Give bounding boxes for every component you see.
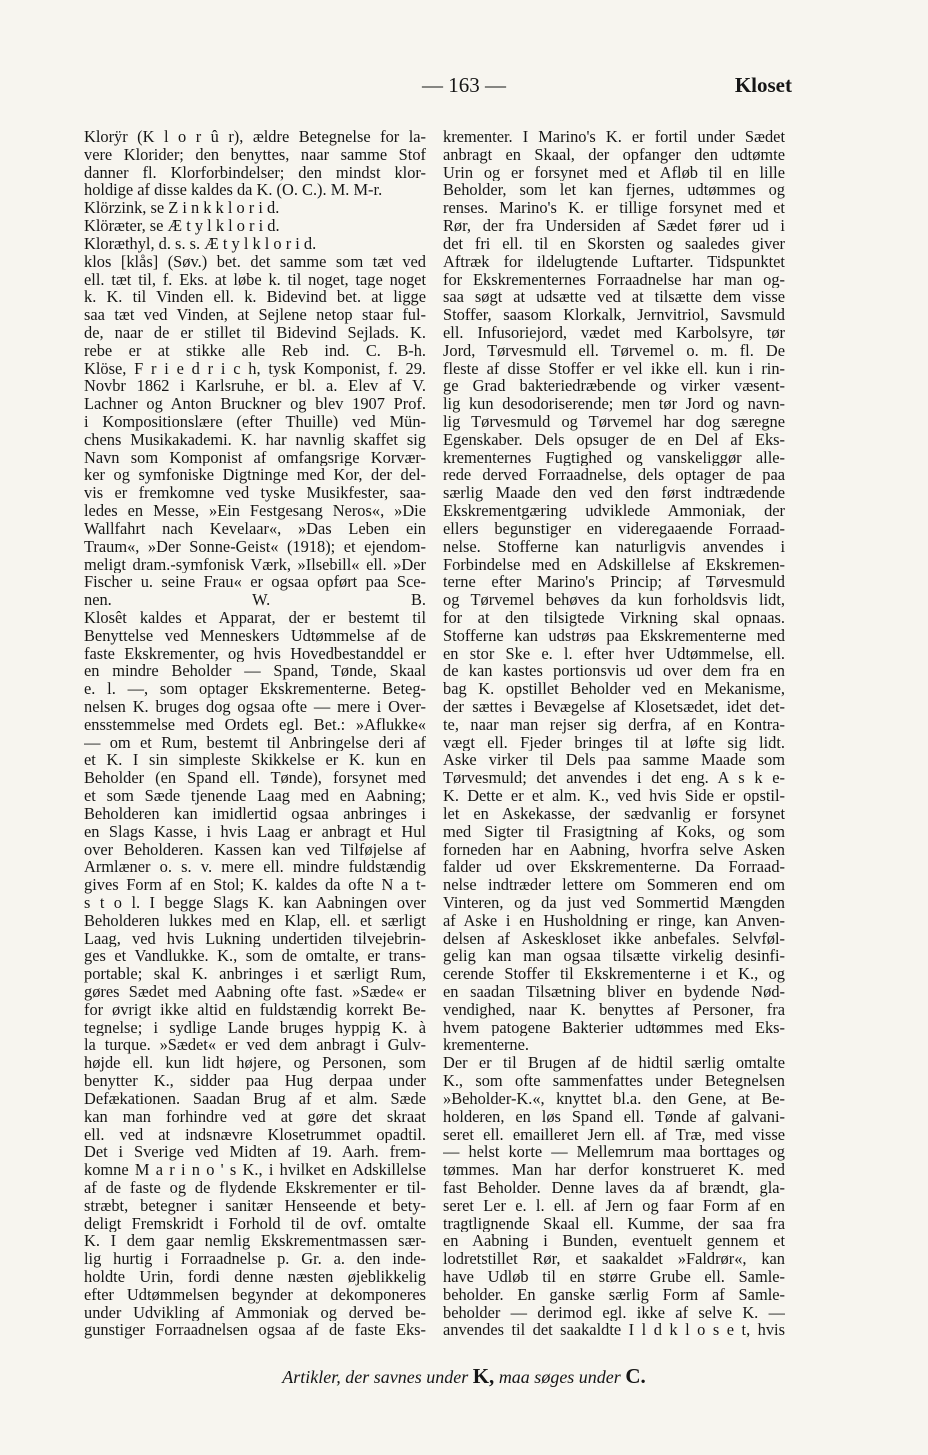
right-column-line: terne efter Marino's Princip; af Tørvesmuld bbox=[443, 573, 785, 592]
left-column-line: Kloræthyl, d. s. s. Æ t y l k l o r i d. bbox=[84, 234, 317, 253]
left-column-line: Navn som Komponist af omfangsrige Korvær- bbox=[84, 448, 426, 467]
left-column bbox=[84, 128, 426, 1339]
left-column-line: holdte Urin, fordi denne næsten øjeblikkelig bbox=[84, 1268, 426, 1286]
footer-text-before: Artikler, der savnes under bbox=[282, 1367, 473, 1387]
left-column-line: efter Udtømmelsen begynder at dekomponeres bbox=[84, 1285, 426, 1304]
right-column-line: Der er til Brugen af de hidtil særlig omtalte bbox=[443, 1054, 785, 1073]
right-column-line: ge Grad bakteriedræbende og virker væsent- bbox=[443, 377, 785, 396]
left-column-line: Beholderen lukkes med en Klap, ell. et særligt bbox=[84, 911, 426, 930]
right-column-line: Rør, der fra Undersiden af Sædet fører ud i bbox=[443, 217, 785, 235]
left-column-line: lig hurtig i Forraadnelse p. Gr. a. den inde- bbox=[84, 1250, 426, 1268]
right-column-line: ell. Infusoriejord, vædet med Karbolsyre, tør bbox=[443, 323, 785, 342]
right-column-line: delsen af Askeskloset ikke anbefales. Selvføl- bbox=[443, 929, 785, 948]
left-column-line: saa tæt ved Vinden, at Sejlene netop staar ful- bbox=[84, 306, 426, 324]
left-column-line: tegnelse; i sydlige Lande bruges hyppig K. à bbox=[84, 1018, 426, 1037]
left-column-line: Laag, ved hvis Lukning undertiden tilvejebrin- bbox=[84, 929, 426, 948]
right-column-line: nelse. Stofferne kan naturligvis anvendes i bbox=[443, 537, 785, 556]
left-column-line: gøres Sædet med Aabning ofte fast. »Sæde« er bbox=[84, 983, 426, 1001]
left-column-line: Fischer u. seine Frau« er ogsaa opført paa Sce- bbox=[84, 573, 426, 592]
right-column-line: de kan kastes portionsvis ud over dem fra en bbox=[443, 662, 785, 681]
left-column-line: Armlæner o. s. v. mere ell. mindre fuldstændig bbox=[84, 858, 426, 877]
page-number: — 163 — bbox=[422, 73, 506, 97]
running-head: Kloset bbox=[734, 73, 792, 97]
right-column-line: Jord, Tørvesmuld ell. Tørvemel o. m. fl. De bbox=[443, 341, 785, 360]
left-column-line: nen. W. B. bbox=[84, 591, 426, 609]
right-column-line: seret Ler e. l. ell. af Jern og faar Form af en bbox=[443, 1196, 785, 1215]
right-column-line: for Ekskrementernes Forraadnelse har man og- bbox=[443, 270, 785, 289]
right-column-line: nelse indtræder lettere om Sommeren end om bbox=[443, 876, 785, 894]
left-column-line: s t o l. I begge Slags K. kan Aabningen over bbox=[84, 893, 426, 912]
left-column-line: gives Form af en Stol; K. kaldes da ofte N a t- bbox=[84, 876, 426, 894]
left-column-line: Defækationen. Saadan Brug af et alm. Sæde bbox=[84, 1089, 426, 1108]
left-column-line: en mindre Beholder — Spand, Tønde, Skaal bbox=[84, 662, 426, 681]
left-column-line: højde ell. kun lidt højere, og Personen, som bbox=[84, 1054, 426, 1073]
left-column-line: Beholder (en Spand ell. Tønde), forsynet med bbox=[84, 769, 426, 788]
left-column-line: for øvrigt ikke altid en fuldstændig korrekt Be- bbox=[84, 1000, 426, 1019]
left-column-line: af de faste og de flydende Ekskrementer er til- bbox=[84, 1178, 426, 1197]
right-column-line: vægt ell. Fjeder bringes til at løfte sig lidt. bbox=[443, 733, 785, 752]
left-column-line: Klöse, F r i e d r i c h, tysk Komponist, f. 29. bbox=[84, 359, 426, 378]
right-column-line: let en Askekasse, der sædvanlig er forsynet bbox=[443, 804, 785, 823]
right-column-line: »Beholder-K.«, knyttet bl.a. den Gene, at Be- bbox=[443, 1089, 785, 1108]
right-column-line: en stor Ske e. l. efter hver Udtømmelse, ell. bbox=[443, 644, 785, 663]
right-column-line: en saadan Tilsætning bliver en bydende Nød- bbox=[443, 983, 785, 1001]
right-column-line: saa søgt at udsætte ved at tilsætte dem visse bbox=[443, 288, 785, 307]
right-column-line: Aske virker til Dels paa samme Maade som bbox=[443, 751, 785, 770]
left-column-line: en Slags Kasse, i hvis Laag er anbragt et Hul bbox=[84, 822, 426, 841]
left-column-line: Klörzink, se Z i n k k l o r i d. bbox=[84, 199, 280, 218]
right-column-line: Stoffer, saasom Klorkalk, Jernvitriol, Savsmuld bbox=[443, 306, 785, 324]
footer-text-middle: maa søges under bbox=[494, 1367, 626, 1387]
footer-letter-k: K, bbox=[472, 1364, 495, 1388]
left-column-line: Wallfahrt nach Kevelaar«, »Das Leben ein bbox=[84, 519, 426, 538]
right-column-line: Stofferne kan udstrøs paa Ekskrementerne med bbox=[443, 626, 785, 645]
right-column-line: tragtlignende Skaal ell. Kumme, der saa fra bbox=[443, 1214, 785, 1233]
right-column-line: renses. Marino's K. er tillige forsynet med et bbox=[443, 199, 785, 218]
left-column-line: vere Klorider; den benyttes, naar samme Stof bbox=[84, 145, 426, 164]
right-column-line: Beholder, som let kan fjernes, udtømmes og bbox=[443, 181, 785, 200]
left-column-line: ell. ved at indsnævre Klosetrummet opadtil. bbox=[84, 1125, 426, 1144]
right-column-line: lodretstillet Rør, et saakaldet »Faldrør«, kan bbox=[443, 1250, 785, 1268]
right-column-line: lig kun desodoriserende; men tør Jord og navn- bbox=[443, 395, 785, 413]
footer-note bbox=[0, 1364, 928, 1389]
right-column-line: ellers begunstiger en videregaaende Forraad- bbox=[443, 519, 785, 538]
right-column-line: krementernes Fugtighed og vanskeliggør alle- bbox=[443, 448, 785, 467]
right-column-line: af Aske i en Husholdning er ringe, kan Anven- bbox=[443, 911, 785, 930]
left-column-line: komne M a r i n o ' s K., i hvilket en Adskillelse bbox=[84, 1161, 426, 1179]
right-column-line: Urin og er forsynet med et Afløb til en lille bbox=[443, 163, 785, 182]
left-column-line: i Kompositionslære (efter Thuille) ved Mün- bbox=[84, 413, 426, 431]
right-column-line: bag K. opstillet Beholder ved en Mekanisme, bbox=[443, 680, 785, 698]
left-column-line: faste Ekskrementer, og hvis Hovedbestanddel er bbox=[84, 644, 426, 663]
left-column-line: nelsen K. bruges dog ogsaa ofte — mere i Over- bbox=[84, 698, 426, 716]
right-column-line: forneden har en Aabning, hvorfra selve Asken bbox=[443, 840, 785, 859]
right-column-line: K. Dette er et alm. K., ved hvis Side er opstil- bbox=[443, 787, 785, 805]
right-column-line: — helst korte — Mellemrum maa borttages og bbox=[443, 1143, 785, 1162]
left-column-line: benytter K., sidder paa Hug derpaa under bbox=[84, 1072, 426, 1090]
left-column-line: ledes en Messe, »Ein Festgesang Neros«, »Die bbox=[84, 502, 426, 520]
right-column-line: særlig Maade den ved den først indtrædende bbox=[443, 484, 785, 503]
right-column-line: med Sigter til Frasigtning af Koks, og som bbox=[443, 822, 785, 841]
left-column-line: vis er fremkomne ved tyske Musikfester, saa- bbox=[84, 484, 426, 503]
left-column-line: holdige af disse kaldes da K. (O. C.). M. M-r. bbox=[84, 181, 383, 200]
left-column-line: Traum«, »Der Sonne-Geist« (1918); et ejendom- bbox=[84, 537, 426, 556]
right-column-line: fleste af disse Stoffer er vel ikke ell. kun i rin- bbox=[443, 359, 785, 378]
right-column-line: fast Beholder. Denne laves da af brændt, gla- bbox=[443, 1178, 785, 1197]
right-column-line: te, naar man rejser sig derfra, af en Kontra- bbox=[443, 715, 785, 734]
left-column-line: k. K. til Vinden ell. k. Bidevind bet. at ligge bbox=[84, 288, 426, 307]
right-column-line: anbragt en Skaal, der opfanger den udtømte bbox=[443, 145, 785, 164]
left-column-line: Novbr 1862 i Karlsruhe, er bl. a. Elev af V. bbox=[84, 377, 426, 396]
left-column-line: K. I dem gaar nemlig Ekskrementmassen sær- bbox=[84, 1232, 426, 1251]
right-column-line: Egenskaber. Dels opsuger de en Del af Eks- bbox=[443, 430, 785, 449]
right-column-line: K., som ofte sammenfattes under Betegnelsen bbox=[443, 1072, 785, 1090]
left-column-line: portable; skal K. anbringes i et særligt Rum, bbox=[84, 965, 426, 983]
left-column-line: — om et Rum, bestemt til Anbringelse deri af bbox=[84, 733, 426, 752]
left-column-line: et K. I sin simpleste Skikkelse er K. kun en bbox=[84, 751, 426, 770]
left-column-line: klos [klås] (Søv.) bet. det samme som tæt ved bbox=[84, 252, 426, 271]
right-column-line: Tørvesmuld; det anvendes i det eng. A s k e- bbox=[443, 769, 785, 788]
left-column-line: Klosêt kaldes et Apparat, der er bestemt til bbox=[84, 608, 426, 627]
left-column-line: Lachner og Anton Bruckner og blev 1907 Prof. bbox=[84, 395, 426, 413]
right-column-line: og Tørvemel behøves da kun forholdsvis lidt, bbox=[443, 591, 785, 609]
left-column-line: de, naar de er stillet til Bidevind Sejlads. K. bbox=[84, 323, 426, 342]
right-column bbox=[443, 128, 785, 1339]
left-column-line: Klorÿr (K l o r û r), ældre Betegnelse for la- bbox=[84, 128, 426, 146]
left-column-line: Benyttelse ved Menneskers Udtømmelse af de bbox=[84, 626, 426, 645]
right-column-line: rede derved Forraadnelse, dels optager de paa bbox=[443, 466, 785, 485]
left-column-line: ker og symfoniske Digtninge med Kor, der del- bbox=[84, 466, 426, 485]
left-column-line: Det i Sverige ved Midten af 19. Aarh. frem- bbox=[84, 1143, 426, 1162]
right-column-line: Ekskrementgæring udviklede Ammoniak, der bbox=[443, 502, 785, 520]
right-column-line: anvendes til det saakaldte I l d k l o s e t, hvis bbox=[443, 1321, 785, 1340]
right-column-line: tømmes. Man har derfor konstrueret K. med bbox=[443, 1161, 785, 1179]
left-column-line: stræbt, betegner i sanitær Henseende et bety- bbox=[84, 1196, 426, 1215]
right-column-line: seret ell. emailleret Jern ell. af Træ, med visse bbox=[443, 1125, 785, 1144]
right-column-line: en Aabning i Bunden, eventuelt gennem et bbox=[443, 1232, 785, 1251]
right-column-line: gelig kan man ogsaa tilsætte virkelig desinfi- bbox=[443, 947, 785, 966]
left-column-line: kan man forhindre ved at gøre det skraat bbox=[84, 1107, 426, 1126]
left-column-line: danner fl. Klorforbindelser; den mindst klor- bbox=[84, 163, 426, 182]
right-column-line: beholder. En ganske særlig Form af Samle- bbox=[443, 1285, 785, 1304]
right-column-line: falder ud over Ekskrementerne. Da Forraad- bbox=[443, 858, 785, 877]
left-column-line: Klöræter, se Æ t y l k l o r i d. bbox=[84, 217, 280, 235]
left-column-line: rebe er at stikke alle Reb ind. C. B-h. bbox=[84, 341, 426, 360]
right-column-line: for at den tilsigtede Virkning skal opnaas. bbox=[443, 608, 785, 627]
left-column-line: ensstemmelse med Ordets egl. Bet.: »Aflukke« bbox=[84, 715, 426, 734]
left-column-line: Beholderen kan imidlertid ogsaa anbringes i bbox=[84, 804, 426, 823]
left-column-line: gunstiger Forraadnelsen ogsaa af de faste Eks- bbox=[84, 1321, 426, 1340]
right-column-line: krementerne. bbox=[443, 1036, 530, 1055]
right-column-line: det fri ell. til en Skorsten og saaledes giver bbox=[443, 234, 785, 253]
right-column-line: der sættes i Bevægelse af Klosetsædet, idet det- bbox=[443, 698, 785, 716]
footer-letter-c: C. bbox=[625, 1364, 646, 1388]
left-column-line: chens Musikakademi. K. har navnlig skaffet sig bbox=[84, 430, 426, 449]
right-column-line: Forbindelse med en Adskillelse af Ekskremen- bbox=[443, 555, 785, 574]
left-column-line: ges et Vandlukke. K., som de omtalte, er trans- bbox=[84, 947, 426, 966]
left-column-line: et som Sæde tjenende Laag med en Aabning; bbox=[84, 787, 426, 805]
left-column-line: under Udvikling af Ammoniak og derved be- bbox=[84, 1303, 426, 1322]
left-column-line: over Beholderen. Kassen kan ved Tilføjelse af bbox=[84, 840, 426, 859]
right-column-line: Aftræk for ildelugtende Luftarter. Tidspunktet bbox=[443, 252, 785, 271]
right-column-line: Vinteren, og da just ved Sommertid Mængden bbox=[443, 893, 785, 912]
left-column-line: ell. tæt til, f. Eks. at løbe k. til noget, tage noget bbox=[84, 270, 426, 289]
right-column-line: cerende Stoffer til Ekskrementerne i et K., og bbox=[443, 965, 785, 983]
right-column-line: vendighed, naar K. benyttes af Personer, fra bbox=[443, 1000, 785, 1019]
right-column-line: krementer. I Marino's K. er fortil under Sædet bbox=[443, 128, 785, 146]
left-column-line: e. l. —, som optager Ekskrementerne. Beteg- bbox=[84, 680, 426, 698]
right-column-line: beholder — derimod egl. ikke af selve K. — bbox=[443, 1303, 785, 1322]
left-column-line: la turque. »Sædet« er ved dem anbragt i Gulv- bbox=[84, 1036, 426, 1055]
left-column-line: meligt dram.-symfonisk Værk, »Ilsebill« ell. »Der bbox=[84, 555, 426, 574]
right-column-line: lig Tørvesmuld og Tørvemel har dog særegne bbox=[443, 413, 785, 431]
right-column-line: holderen, en løs Spand ell. Tønde af galvani- bbox=[443, 1107, 785, 1126]
left-column-line: deligt Fremskridt i Forhold til de ovf. omtalte bbox=[84, 1214, 426, 1233]
right-column-line: hvem patogene Bakterier udtømmes med Eks- bbox=[443, 1018, 785, 1037]
right-column-line: have Udløb til en større Grube ell. Samle- bbox=[443, 1268, 785, 1286]
